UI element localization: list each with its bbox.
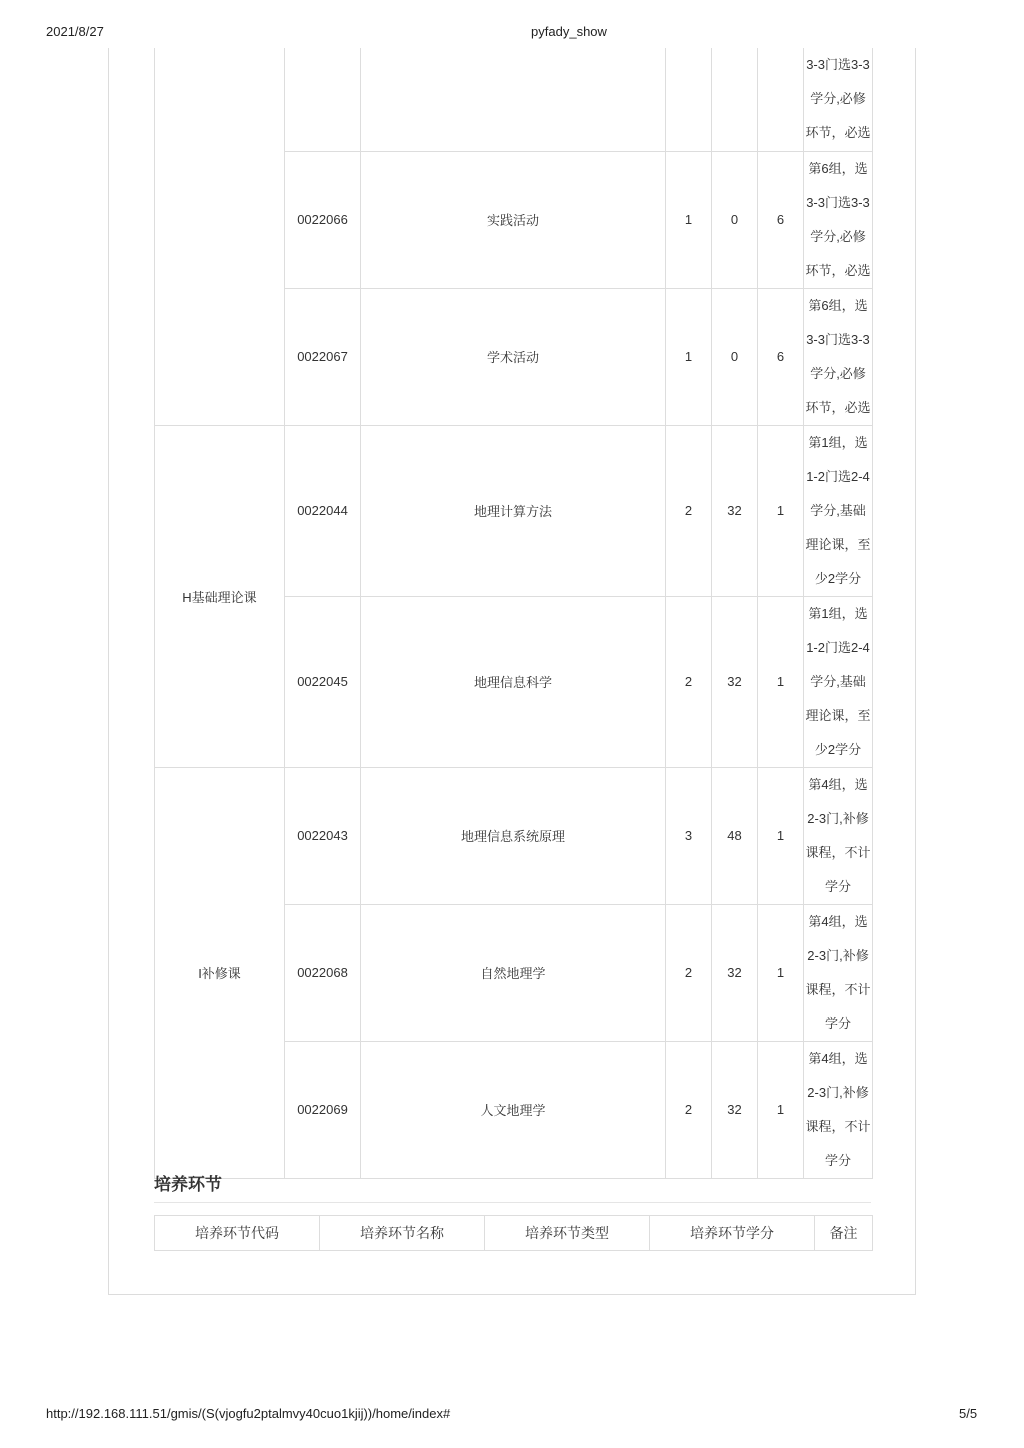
course-code: 0022045 bbox=[285, 596, 361, 767]
course-hours bbox=[712, 48, 758, 151]
course-hours: 32 bbox=[712, 1041, 758, 1178]
course-semester: 1 bbox=[758, 596, 804, 767]
course-semester: 1 bbox=[758, 904, 804, 1041]
course-code: 0022043 bbox=[285, 767, 361, 904]
course-semester: 1 bbox=[758, 1041, 804, 1178]
section-divider bbox=[154, 1202, 871, 1203]
course-name: 地理信息系统原理 bbox=[361, 767, 666, 904]
course-name bbox=[361, 48, 666, 151]
course-hours: 48 bbox=[712, 767, 758, 904]
course-name: 人文地理学 bbox=[361, 1041, 666, 1178]
course-name: 地理信息科学 bbox=[361, 596, 666, 767]
course-semester: 1 bbox=[758, 767, 804, 904]
page-url: http://192.168.111.51/gmis/(S(vjogfu2ptalmvy40cuo1kjij))/home/index# bbox=[46, 1406, 451, 1421]
course-note: 第1组，选1-2门选2-4学分,基础理论课，至少2学分 bbox=[804, 596, 873, 767]
page-number: 5/5 bbox=[959, 1406, 978, 1421]
course-code: 0022069 bbox=[285, 1041, 361, 1178]
course-code: 0022067 bbox=[285, 288, 361, 425]
category-cell: I补修课 bbox=[155, 767, 285, 1178]
course-note: 第6组，选3-3门选3-3学分,必修环节，必选 bbox=[804, 288, 873, 425]
category-cell: H基础理论课 bbox=[155, 425, 285, 767]
table-row bbox=[155, 48, 873, 151]
course-semester: 6 bbox=[758, 288, 804, 425]
course-code bbox=[285, 48, 361, 151]
section-title: 培养环节 bbox=[154, 1175, 222, 1194]
course-hours: 0 bbox=[712, 288, 758, 425]
column-header: 培养环节代码 bbox=[155, 1216, 320, 1251]
course-note: 第6组，选3-3门选3-3学分,必修环节，必选 bbox=[804, 151, 873, 288]
course-credit: 1 bbox=[666, 151, 712, 288]
course-note: 3-3门选3-3学分,必修环节，必选 bbox=[804, 48, 873, 151]
course-note: 第1组，选1-2门选2-4学分,基础理论课，至少2学分 bbox=[804, 425, 873, 596]
course-name: 学术活动 bbox=[361, 288, 666, 425]
course-credit: 1 bbox=[666, 288, 712, 425]
course-semester: 1 bbox=[758, 425, 804, 596]
course-credit: 2 bbox=[666, 904, 712, 1041]
print-date: 2021/8/27 bbox=[46, 24, 104, 39]
course-credit: 2 bbox=[666, 425, 712, 596]
course-name: 自然地理学 bbox=[361, 904, 666, 1041]
course-credit bbox=[666, 48, 712, 151]
print-title: pyfady_show bbox=[531, 24, 607, 39]
table-header-row bbox=[155, 1216, 873, 1251]
course-hours: 32 bbox=[712, 904, 758, 1041]
course-credit: 2 bbox=[666, 596, 712, 767]
course-table bbox=[154, 48, 873, 1179]
course-note: 第4组，选2-3门,补修课程，不计学分 bbox=[804, 767, 873, 904]
course-note: 第4组，选2-3门,补修课程，不计学分 bbox=[804, 904, 873, 1041]
course-name: 实践活动 bbox=[361, 151, 666, 288]
course-credit: 3 bbox=[666, 767, 712, 904]
course-code: 0022044 bbox=[285, 425, 361, 596]
course-name: 地理计算方法 bbox=[361, 425, 666, 596]
course-hours: 32 bbox=[712, 596, 758, 767]
course-credit: 2 bbox=[666, 1041, 712, 1178]
table-row bbox=[155, 425, 873, 596]
course-hours: 32 bbox=[712, 425, 758, 596]
course-hours: 0 bbox=[712, 151, 758, 288]
course-semester: 6 bbox=[758, 151, 804, 288]
column-header: 备注 bbox=[815, 1216, 873, 1251]
training-table bbox=[154, 1215, 873, 1251]
course-semester bbox=[758, 48, 804, 151]
category-cell bbox=[155, 48, 285, 425]
course-code: 0022066 bbox=[285, 151, 361, 288]
table-row bbox=[155, 767, 873, 904]
column-header: 培养环节类型 bbox=[485, 1216, 650, 1251]
course-code: 0022068 bbox=[285, 904, 361, 1041]
column-header: 培养环节学分 bbox=[650, 1216, 815, 1251]
column-header: 培养环节名称 bbox=[320, 1216, 485, 1251]
course-note: 第4组，选2-3门,补修课程，不计学分 bbox=[804, 1041, 873, 1178]
